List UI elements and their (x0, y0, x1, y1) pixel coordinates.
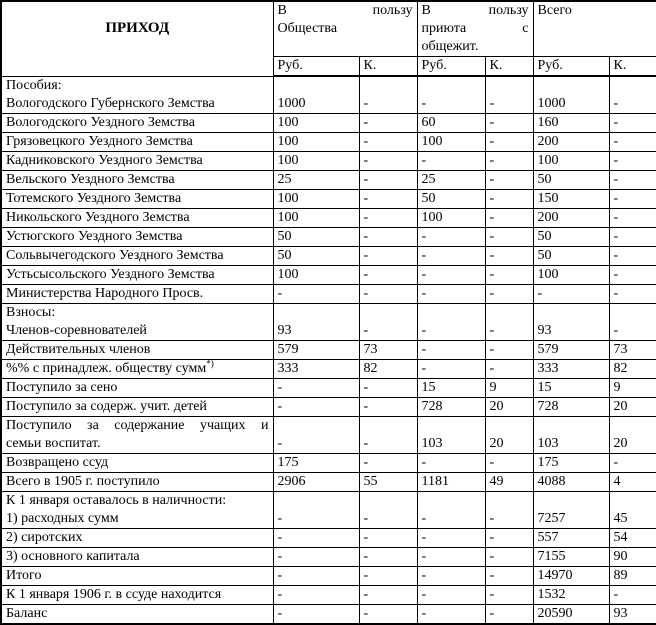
cell-value: - (485, 340, 533, 359)
row-label: Взносы: Членов-соревнователей (1, 303, 273, 340)
cell-value: - (359, 453, 417, 472)
cell-value: - (609, 585, 656, 604)
table-row (1, 189, 656, 208)
row-label: 3) основного капитала (1, 547, 273, 566)
cell-value: - (485, 151, 533, 170)
row-label: Тотемского Уездного Земства (1, 189, 273, 208)
cell-value: - (485, 604, 533, 624)
cell-value: 55 (359, 472, 417, 491)
cell-value: - (359, 151, 417, 170)
cell-value: - (359, 265, 417, 284)
cell-value: - (417, 359, 485, 378)
cell-value: - (417, 227, 485, 246)
table-row (1, 453, 656, 472)
unit-header-rub: Руб. (273, 57, 359, 77)
cell-value: 60 (417, 113, 485, 132)
cell-value: - (273, 566, 359, 585)
cell-value: 160 (533, 113, 609, 132)
cell-value: 50 (417, 189, 485, 208)
table-row (1, 170, 656, 189)
table-row (1, 76, 656, 113)
cell-value: - (485, 113, 533, 132)
cell-value: - (609, 284, 656, 303)
cell-value: - (417, 585, 485, 604)
table-row (1, 472, 656, 491)
row-label: Устьсысольского Уездного Земства (1, 265, 273, 284)
header-line: приюта с (421, 21, 529, 36)
table-row (1, 208, 656, 227)
cell-value: 100 (273, 151, 359, 170)
cell-value: 728 (417, 397, 485, 416)
cell-value: - (417, 303, 485, 340)
cell-value: - (485, 76, 533, 113)
cell-value: 100 (273, 265, 359, 284)
cell-value: - (273, 378, 359, 397)
table-row (1, 132, 656, 151)
table-row (1, 416, 656, 453)
cell-value: 82 (609, 359, 656, 378)
table-row (1, 566, 656, 585)
colgroup-total-header (533, 1, 656, 57)
cell-value: - (359, 227, 417, 246)
cell-value: - (609, 265, 656, 284)
table-row (1, 265, 656, 284)
cell-value: - (359, 208, 417, 227)
cell-value: 50 (273, 227, 359, 246)
cell-value: - (417, 566, 485, 585)
cell-value: - (417, 340, 485, 359)
cell-value: 100 (273, 189, 359, 208)
cell-value: 7155 (533, 547, 609, 566)
cell-value: 73 (359, 340, 417, 359)
table-row (1, 113, 656, 132)
header-line: В пользу (421, 3, 529, 18)
cell-value: 100 (417, 208, 485, 227)
cell-value: 100 (273, 132, 359, 151)
cell-value: - (485, 528, 533, 547)
cell-value: 557 (533, 528, 609, 547)
table-row (1, 246, 656, 265)
cell-value: - (359, 416, 417, 453)
cell-value: 89 (609, 566, 656, 585)
cell-value: 93 (609, 604, 656, 624)
cell-value: 15 (533, 378, 609, 397)
cell-value: - (485, 227, 533, 246)
header-line: общежит. (421, 39, 479, 54)
cell-value: 100 (533, 265, 609, 284)
cell-value: 9 (485, 378, 533, 397)
cell-value: 7257 (533, 491, 609, 528)
cell-value: - (485, 491, 533, 528)
footnote-marker: *) (206, 359, 214, 368)
cell-value: - (485, 265, 533, 284)
cell-value: - (485, 547, 533, 566)
cell-value: - (273, 585, 359, 604)
table-row (1, 284, 656, 303)
cell-value: - (485, 453, 533, 472)
cell-value: - (609, 113, 656, 132)
cell-value: - (485, 132, 533, 151)
row-label: %% с принадлеж. обществу сумм*) (1, 359, 273, 378)
cell-value: - (417, 284, 485, 303)
cell-value: - (359, 189, 417, 208)
cell-value: - (417, 151, 485, 170)
cell-value: 103 (417, 416, 485, 453)
table-row (1, 528, 656, 547)
unit-header-rub: Руб. (533, 57, 609, 77)
colgroup-society-header (273, 1, 417, 57)
cell-value: 50 (533, 227, 609, 246)
cell-value: - (273, 416, 359, 453)
table-row (1, 359, 656, 378)
row-label: Возвращено ссуд (1, 453, 273, 472)
row-label: Вологодского Уездного Земства (1, 113, 273, 132)
cell-value: - (359, 246, 417, 265)
row-label: Поступило за сено (1, 378, 273, 397)
cell-value: - (359, 491, 417, 528)
cell-value: - (485, 170, 533, 189)
cell-value: - (485, 566, 533, 585)
row-label: Итого (1, 566, 273, 585)
cell-value: 20 (609, 397, 656, 416)
cell-value: 1532 (533, 585, 609, 604)
cell-value: 20 (485, 397, 533, 416)
cell-value: 73 (609, 340, 656, 359)
cell-value: 20590 (533, 604, 609, 624)
cell-value: - (359, 113, 417, 132)
cell-value: 25 (273, 170, 359, 189)
unit-header-kop: К. (609, 57, 656, 77)
label-line: Поступило за содержание учащих и (6, 417, 269, 433)
cell-value: - (273, 397, 359, 416)
header-line: В пользу (277, 3, 413, 18)
row-label: К 1 января оставалось в наличности: 1) расходных сумм (1, 491, 273, 528)
row-label: Министерства Народного Просв. (1, 284, 273, 303)
row-label: Баланс (1, 604, 273, 624)
label-line: семьи воспитат. (6, 435, 101, 451)
cell-value: 25 (417, 170, 485, 189)
cell-value: - (609, 170, 656, 189)
cell-value: - (417, 528, 485, 547)
cell-value: - (359, 170, 417, 189)
row-label (1, 416, 273, 453)
cell-value: - (359, 284, 417, 303)
row-label: Никольского Уездного Земства (1, 208, 273, 227)
row-label: Грязовецкого Уездного Земства (1, 132, 273, 151)
cell-value: - (359, 303, 417, 340)
cell-value: 9 (609, 378, 656, 397)
cell-value: - (485, 585, 533, 604)
cell-value: 100 (533, 151, 609, 170)
cell-value: 150 (533, 189, 609, 208)
cell-value: 200 (533, 132, 609, 151)
cell-value: 20 (609, 416, 656, 453)
row-label: Вельского Уездного Земства (1, 170, 273, 189)
cell-value: - (609, 227, 656, 246)
row-label: Пособия: Вологодского Губернского Земства (1, 76, 273, 113)
cell-value: 93 (273, 303, 359, 340)
table-row (1, 547, 656, 566)
cell-value: - (609, 453, 656, 472)
cell-value: - (359, 547, 417, 566)
cell-value: 579 (273, 340, 359, 359)
table-row (1, 585, 656, 604)
cell-value: - (485, 359, 533, 378)
cell-value: - (359, 528, 417, 547)
cell-value: - (609, 76, 656, 113)
row-label: Всего в 1905 г. поступило (1, 472, 273, 491)
cell-value: - (609, 151, 656, 170)
unit-header-kop: К. (485, 57, 533, 77)
cell-value: 50 (533, 246, 609, 265)
cell-value: - (417, 547, 485, 566)
cell-value: - (273, 284, 359, 303)
cell-value: 90 (609, 547, 656, 566)
cell-value: - (609, 189, 656, 208)
cell-value: - (273, 547, 359, 566)
unit-header-kop: К. (359, 57, 417, 77)
row-label: Кадниковского Уездного Земства (1, 151, 273, 170)
cell-value: 333 (533, 359, 609, 378)
table-title: ПРИХОД (1, 1, 273, 76)
table-row (1, 340, 656, 359)
cell-value: 15 (417, 378, 485, 397)
cell-value: - (273, 604, 359, 624)
cell-value: 1000 (273, 76, 359, 113)
row-label: Действительных членов (1, 340, 273, 359)
table-row (1, 151, 656, 170)
table-row (1, 491, 656, 528)
cell-value: 175 (273, 453, 359, 472)
cell-value: - (417, 453, 485, 472)
cell-value: - (359, 566, 417, 585)
cell-value: - (417, 265, 485, 284)
header-line: Общества (277, 21, 338, 36)
cell-value: 100 (273, 113, 359, 132)
header-line: Всего (537, 3, 572, 18)
cell-value: 20 (485, 416, 533, 453)
cell-value: - (485, 189, 533, 208)
cell-value: - (273, 528, 359, 547)
row-label: К 1 января 1906 г. в ссуде находится (1, 585, 273, 604)
cell-value: - (359, 397, 417, 416)
row-label: 2) сиротских (1, 528, 273, 547)
row-label: Сольвычегодского Уездного Земства (1, 246, 273, 265)
table-row (1, 378, 656, 397)
unit-header-rub: Руб. (417, 57, 485, 77)
cell-value: 200 (533, 208, 609, 227)
cell-value: - (359, 604, 417, 624)
cell-value: - (417, 246, 485, 265)
cell-value: 100 (417, 132, 485, 151)
cell-value: - (417, 76, 485, 113)
cell-value: 2906 (273, 472, 359, 491)
cell-value: 103 (533, 416, 609, 453)
cell-value: - (609, 208, 656, 227)
cell-value: 175 (533, 453, 609, 472)
cell-value: - (533, 284, 609, 303)
cell-value: 14970 (533, 566, 609, 585)
cell-value: - (609, 303, 656, 340)
cell-value: - (485, 303, 533, 340)
cell-value: 1181 (417, 472, 485, 491)
row-label: Устюгского Уездного Земства (1, 227, 273, 246)
cell-value: - (359, 132, 417, 151)
cell-value: - (417, 491, 485, 528)
cell-value: 93 (533, 303, 609, 340)
cell-value: 4088 (533, 472, 609, 491)
table-row (1, 227, 656, 246)
cell-value: - (417, 604, 485, 624)
cell-value: - (485, 208, 533, 227)
cell-value: 82 (359, 359, 417, 378)
cell-value: 50 (273, 246, 359, 265)
table-row (1, 397, 656, 416)
cell-value: - (609, 132, 656, 151)
cell-value: 45 (609, 491, 656, 528)
table-row (1, 604, 656, 624)
cell-value: - (485, 284, 533, 303)
cell-value: 49 (485, 472, 533, 491)
header-groups-row (1, 1, 656, 57)
cell-value: - (485, 246, 533, 265)
cell-value: - (359, 76, 417, 113)
cell-value: 4 (609, 472, 656, 491)
cell-value: - (609, 246, 656, 265)
row-label: Поступило за содерж. учит. детей (1, 397, 273, 416)
cell-value: 50 (533, 170, 609, 189)
colgroup-shelter-header (417, 1, 533, 57)
cell-value: - (359, 585, 417, 604)
cell-value: - (359, 378, 417, 397)
cell-value: 100 (273, 208, 359, 227)
cell-value: 1000 (533, 76, 609, 113)
cell-value: 728 (533, 397, 609, 416)
cell-value: - (273, 491, 359, 528)
cell-value: 579 (533, 340, 609, 359)
table-row (1, 303, 656, 340)
cell-value: 54 (609, 528, 656, 547)
cell-value: 333 (273, 359, 359, 378)
